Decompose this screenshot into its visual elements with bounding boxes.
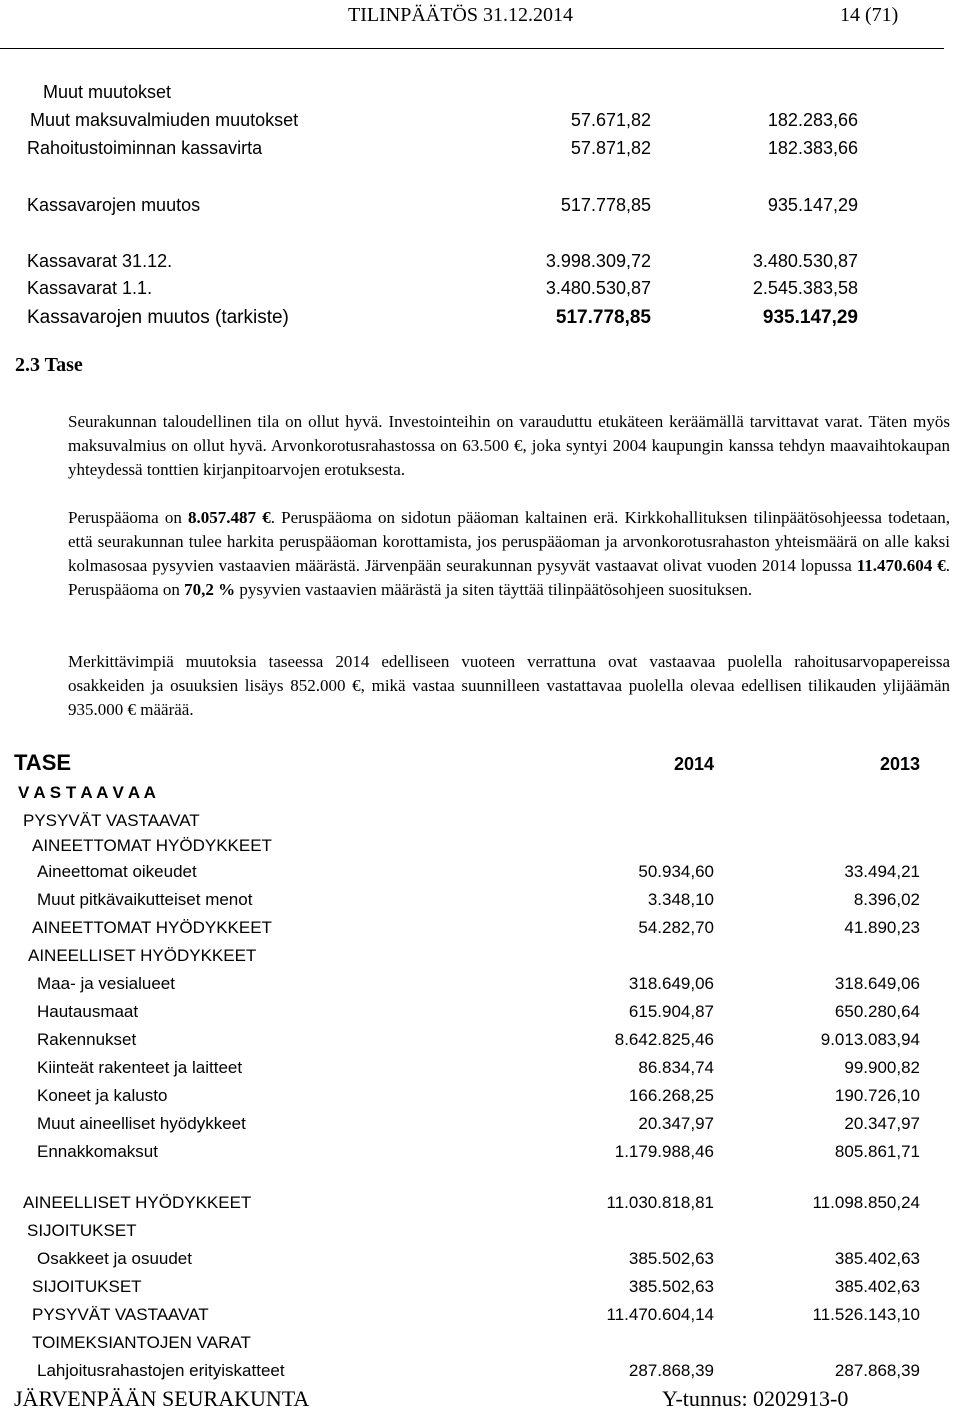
cashflow-value-2013: 935.147,29: [767, 195, 858, 215]
paragraph-text: Peruspääoma on: [68, 508, 189, 527]
row-label: AINEETTOMAT HYÖDYKKEET: [32, 836, 272, 855]
value-2013: 41.890,23: [844, 918, 920, 937]
value-2014: 54.282,70: [638, 918, 714, 937]
cashflow-value-2014: 3.480.530,87: [545, 278, 651, 298]
cashflow-value-2013: 935.147,29: [762, 307, 858, 328]
value-2014: 385.502,63: [628, 1277, 714, 1296]
table-row: [0, 1361, 960, 1385]
cashflow-row: [0, 251, 960, 275]
cashflow-row: [0, 138, 960, 162]
value-2014: 8.642.825,46: [614, 1030, 714, 1049]
cashflow-value-2014: 517.778,85: [555, 307, 651, 328]
cashflow-label: Rahoitustoiminnan kassavirta: [27, 138, 263, 158]
paragraph-text: . Peruspääoma on sidotun pääoman kaltainen erä. Kirkkohallituksen tilinpäätösohjeessa todetaan, että seurakunnan tulee harkita peruspääoman korottamista, jos peruspääoman ja arvonkorotusrahaston yhteismäärä on alle kaksi kolmasosaa pysyvien vastaavien määrästä. Järvenpään seurakunnan pysyvät vastaavat olivat vuoden 2014 lopussa: [68, 508, 950, 575]
value-2014: 3.348,10: [647, 890, 714, 909]
footer-business-id: Y-tunnus: 0202913-0: [662, 1386, 849, 1411]
value-2014: 20.347,97: [638, 1114, 714, 1133]
value-2014: 11.030.818,81: [606, 1193, 714, 1212]
row-label: Maa- ja vesialueet: [37, 974, 175, 993]
equity-ratio: 70,2 %: [184, 580, 236, 599]
row-label: SIJOITUKSET: [32, 1277, 142, 1296]
table-row: [0, 974, 960, 998]
table-row: [0, 1142, 960, 1166]
table-row: [0, 862, 960, 886]
cashflow-label: Kassavarat 1.1.: [27, 278, 153, 298]
table-row: [0, 946, 960, 970]
row-label: PYSYVÄT VASTAAVAT: [32, 1305, 209, 1324]
cashflow-value-2013: 3.480.530,87: [752, 251, 858, 271]
cashflow-label: Muut maksuvalmiuden muutokset: [30, 110, 299, 130]
cashflow-row: [0, 110, 960, 134]
row-label: Koneet ja kalusto: [37, 1086, 168, 1105]
value-2013: 20.347,97: [844, 1114, 920, 1133]
table-row: [0, 1333, 960, 1357]
paragraph-changes: [68, 650, 950, 722]
cashflow-value-2014: 57.671,82: [570, 110, 651, 130]
value-2013: 8.396,02: [853, 890, 920, 909]
table-row: [0, 1114, 960, 1138]
row-label: PYSYVÄT VASTAAVAT: [23, 811, 200, 830]
header-title: TILINPÄÄTÖS 31.12.2014: [348, 4, 573, 26]
balance-sheet-title: TASE: [14, 750, 72, 775]
cashflow-value-2014: 517.778,85: [560, 195, 651, 215]
value-2014: 86.834,74: [638, 1058, 714, 1077]
table-row: [0, 811, 960, 835]
header-divider: [0, 48, 944, 49]
value-2014: 385.502,63: [628, 1249, 714, 1268]
table-row: [0, 783, 960, 807]
table-row: [0, 1305, 960, 1329]
row-label: Hautausmaat: [37, 1002, 139, 1021]
cashflow-row: [0, 278, 960, 302]
cashflow-row: [0, 82, 960, 106]
cashflow-label: Muut muutokset: [43, 82, 172, 102]
value-2014: 11.470.604,14: [606, 1305, 714, 1324]
value-2013: 11.526.143,10: [812, 1305, 920, 1324]
value-2014: 166.268,25: [628, 1086, 714, 1105]
row-label: TOIMEKSIANTOJEN VARAT: [32, 1333, 251, 1352]
paragraph-text: Seurakunnan taloudellinen tila on ollut hyvä. Investointeihin on varauduttu etukäteen keräämällä tarvittavat varat.: [68, 412, 863, 431]
table-row: [0, 918, 960, 942]
table-row: [0, 1058, 960, 1082]
cashflow-label: Kassavarat 31.12.: [27, 251, 173, 271]
table-row: [0, 1086, 960, 1110]
table-row: [0, 1221, 960, 1245]
paragraph-text: Täten myös maksuvalmius on ollut hyvä. Arvonkorotusrahastossa on 63.500 €, joka syntyi 2004 kaupungin kanssa tehdyn maavaihtokaupan yhteydessä tonttien kirjanpitoarvojen erotuksesta.: [68, 412, 950, 479]
value-2013: 650.280,64: [834, 1002, 920, 1021]
table-row: [0, 1193, 960, 1217]
value-2013: 805.861,71: [834, 1142, 920, 1161]
table-row: [0, 1002, 960, 1026]
value-2014: 50.934,60: [638, 862, 714, 881]
row-label: Osakkeet ja osuudet: [37, 1249, 192, 1268]
value-2013: 99.900,82: [844, 1058, 920, 1077]
paragraph-text: Merkittävimpiä muutoksia taseessa 2014 edelliseen vuoteen verrattuna ovat vastaavaa puolella rahoitusarvopapereissa osakkeiden ja osuuksien lisäys 852.000 €, mikä vastaa suunnilleen vastattavaa puolella olevaa edellisen tilikauden ylijäämän 935.000 € määrää.: [68, 652, 950, 719]
value-2013: 11.098.850,24: [812, 1193, 920, 1212]
row-label: Kiinteät rakenteet ja laitteet: [37, 1058, 243, 1077]
row-label: Lahjoitusrahastojen erityiskatteet: [37, 1361, 285, 1380]
value-2014: 1.179.988,46: [614, 1142, 714, 1161]
value-2013: 318.649,06: [834, 974, 920, 993]
cashflow-row: [0, 195, 960, 219]
equity-amount: 8.057.487 €: [188, 508, 271, 527]
table-row: [0, 890, 960, 914]
table-row: [0, 1030, 960, 1054]
value-2013: 33.494,21: [844, 862, 920, 881]
cashflow-label: Kassavarojen muutos: [27, 195, 201, 215]
row-label: AINEELLISET HYÖDYKKEET: [28, 946, 257, 965]
year-2013-header: 2013: [879, 754, 920, 774]
footer-organization: JÄRVENPÄÄN SEURAKUNTA: [14, 1386, 310, 1411]
row-label: V A S T A A V A A: [18, 783, 156, 802]
paragraph-text: pysyvien vastaavien määrästä ja siten täyttää tilinpäätösohjeen suosituksen.: [235, 580, 753, 599]
value-2013: 385.402,63: [834, 1277, 920, 1296]
year-2014-header: 2014: [673, 754, 714, 774]
table-row: [0, 1277, 960, 1301]
page-number: 14 (71): [840, 4, 899, 26]
value-2014: 318.649,06: [628, 974, 714, 993]
cashflow-value-2014: 57.871,82: [570, 138, 651, 158]
row-label: Aineettomat oikeudet: [37, 862, 197, 881]
row-label: Rakennukset: [37, 1030, 137, 1049]
cashflow-label: Kassavarojen muutos (tarkiste): [27, 307, 289, 328]
table-row: [0, 1249, 960, 1273]
paragraph-financial-status: [68, 410, 950, 482]
row-label: Muut pitkävaikutteiset menot: [37, 890, 253, 909]
cashflow-value-2013: 182.283,66: [767, 110, 858, 130]
row-label: AINEETTOMAT HYÖDYKKEET: [32, 918, 272, 937]
cashflow-row-total: [0, 307, 960, 331]
row-label: AINEELLISET HYÖDYKKEET: [23, 1193, 252, 1212]
value-2013: 385.402,63: [834, 1249, 920, 1268]
value-2013: 190.726,10: [834, 1086, 920, 1105]
value-2013: 9.013.083,94: [820, 1030, 920, 1049]
row-label: Ennakkomaksut: [37, 1142, 158, 1161]
cashflow-value-2013: 2.545.383,58: [752, 278, 858, 298]
fixed-assets-amount: 11.470.604 €: [856, 556, 946, 575]
value-2014: 287.868,39: [628, 1361, 714, 1380]
paragraph-equity: [68, 506, 950, 602]
paragraph-text: . Peruspääoma on: [68, 556, 951, 599]
row-label: Muut aineelliset hyödykkeet: [37, 1114, 246, 1133]
cashflow-value-2014: 3.998.309,72: [545, 251, 651, 271]
table-row: [0, 836, 960, 860]
value-2014: 615.904,87: [628, 1002, 714, 1021]
section-heading: 2.3 Tase: [15, 354, 83, 376]
row-label: SIJOITUKSET: [27, 1221, 137, 1240]
cashflow-value-2013: 182.383,66: [767, 138, 858, 158]
value-2013: 287.868,39: [834, 1361, 920, 1380]
